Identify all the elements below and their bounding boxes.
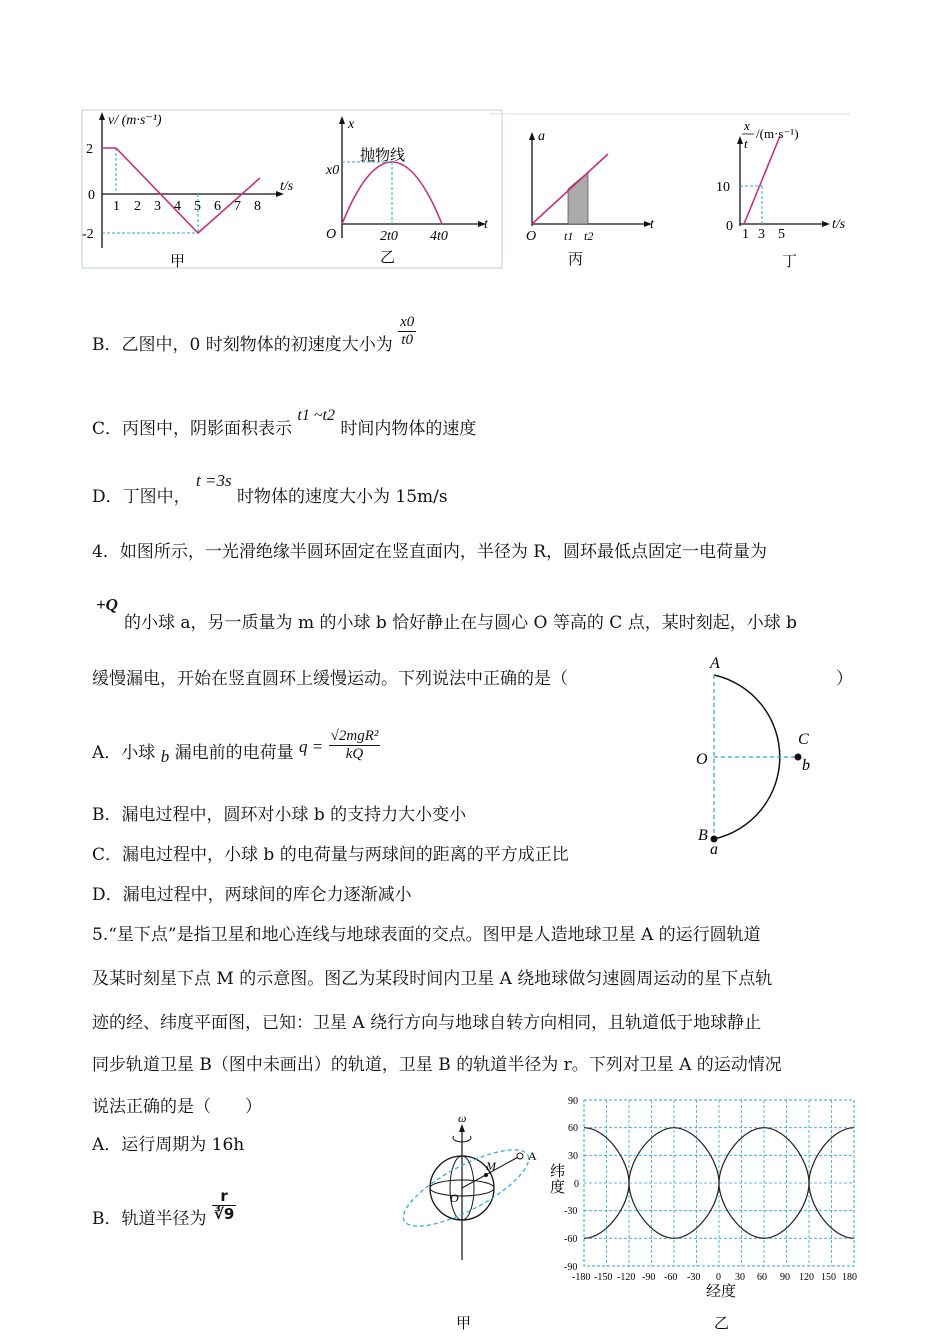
ding-xtick-0: 0 — [726, 219, 733, 234]
yi-xtick-m120: -120 — [617, 1272, 636, 1283]
q5-b-fraction — [212, 1188, 236, 1223]
yi-xtick-150: 150 — [821, 1272, 836, 1283]
yi-ytick-neg60: -60 — [564, 1234, 578, 1245]
jia-ytick-neg2: -2 — [82, 227, 94, 242]
q4-figure — [690, 650, 830, 860]
q3-b-fraction — [398, 314, 416, 349]
q3-b-text: B．乙图中，0 时刻物体的初速度大小为 — [92, 335, 393, 355]
yi-xtick-m180: -180 — [572, 1272, 591, 1283]
yi-xtick-30: 30 — [735, 1272, 745, 1283]
q3-c-prefix: C．丙图中，阴影面积表示 — [92, 419, 293, 439]
bing-origin: O — [526, 229, 537, 244]
bing-caption: 丙 — [568, 250, 584, 268]
jia-xtick-7: 7 — [234, 199, 241, 214]
q5-line3: 迹的经、纬度平面图，已知：卫星 A 绕行方向与地球自转方向相同，且轨道低于地球静止 — [92, 1013, 762, 1033]
fig-ding — [716, 118, 846, 270]
q4-line2: 的小球 a，另一质量为 m 的小球 b 恰好静止在与圆心 O 等高的 C 点，某时刻起，小球 b — [124, 613, 798, 633]
jia-x-label: t/s — [280, 179, 294, 194]
q4-a-prefix: A．小球 — [92, 743, 156, 763]
q5-yi-caption: 乙 — [714, 1314, 730, 1332]
q5-line5: 说法正确的是（ ） — [92, 1097, 262, 1117]
fig-yi — [325, 116, 489, 266]
q3-d-suffix: 时物体的速度大小为 15m/s — [237, 487, 448, 507]
jia-xtick-8: 8 — [254, 199, 261, 214]
yi-ytick-0: 0 — [574, 1179, 579, 1190]
yi-ytick-90: 90 — [568, 1096, 578, 1107]
q5-option-a: A．运行周期为 16h — [92, 1135, 245, 1155]
yi-xtick-120: 120 — [799, 1272, 814, 1283]
q5-yi-ylabel-1: 纬 — [550, 1162, 566, 1180]
q5-line1: 5.“星下点”是指卫星和地心连线与地球表面的交点。图甲是人造地球卫星 A 的运行圆轨道 — [92, 925, 761, 945]
yi-ytick: x0 — [326, 163, 340, 178]
q3-d-math: t =3s — [196, 471, 232, 490]
q5-yi-xlabel: 经度 — [706, 1282, 737, 1300]
q5-jia-A: A — [528, 1149, 537, 1163]
bing-xtick-t1: t1 — [564, 229, 574, 243]
q3-option-b — [92, 314, 416, 363]
q4-label-A: A — [710, 655, 720, 672]
yi-xtick-180: 180 — [842, 1272, 857, 1283]
q3-b-frac-num: x0 — [400, 314, 415, 330]
ding-xtick-5: 5 — [778, 227, 785, 242]
q5-figure-yi — [548, 1090, 878, 1336]
ding-xtick-1: 1 — [742, 227, 749, 242]
top-figures-svg — [80, 108, 860, 278]
q4-line1: 4．如图所示，一光滑绝缘半圆环固定在竖直面内，半径为 R，圆环最低点固定一电荷量为 — [92, 542, 768, 562]
bing-y-label: a — [538, 129, 545, 144]
q3-b-frac-den: t0 — [401, 332, 414, 348]
q5-jia-M: M — [486, 1159, 496, 1173]
q4-line3-end: ） — [836, 669, 853, 689]
q3-c-math: t1 ~t2 — [297, 407, 335, 424]
q4-a-mid: 漏电前的电荷量 — [174, 743, 294, 763]
q4-a-frac-den: kQ — [345, 746, 364, 762]
ding-ytick-10: 10 — [716, 180, 730, 195]
jia-xtick-3: 3 — [154, 199, 161, 214]
fig-bing — [526, 129, 655, 268]
q4-label-O: O — [696, 751, 708, 768]
q4-option-a — [92, 728, 380, 771]
yi-x-label: t — [484, 217, 488, 232]
q4-charge: +Q — [96, 595, 118, 614]
q4-a-fraction — [329, 728, 381, 763]
yi-ytick-neg90: -90 — [564, 1262, 578, 1273]
jia-xtick-1: 1 — [113, 199, 120, 214]
yi-ytick-neg30: -30 — [564, 1206, 578, 1217]
q4-a-lhs: q = — [299, 737, 324, 756]
q3-option-c — [92, 407, 477, 441]
q5-jia-omega: ω — [458, 1111, 467, 1125]
q5-jia-svg — [396, 1110, 546, 1332]
q4-line3: 缓慢漏电，开始在竖直圆环上缓慢运动。下列说法中正确的是（ — [92, 669, 568, 689]
jia-y-label: v/ (m·s⁻¹) — [108, 113, 162, 128]
q4-label-C: C — [798, 731, 809, 748]
yi-xtick-0: 0 — [716, 1272, 721, 1283]
jia-ytick-0: 0 — [88, 188, 95, 203]
fig-jia — [82, 112, 294, 270]
bing-xtick-t2: t2 — [584, 229, 594, 243]
q4-option-c: C．漏电过程中，小球 b 的电荷量与两球间的距离的平方成正比 — [92, 845, 569, 865]
q5-yi-yticks — [564, 1096, 579, 1273]
q5-b-frac-den: ∛9 — [213, 1205, 235, 1223]
jia-ytick-2: 2 — [86, 142, 93, 157]
ding-x-label: t/s — [832, 217, 846, 232]
top-figures — [80, 108, 860, 278]
q3-option-d — [92, 471, 448, 508]
yi-xtick-4t0: 4t0 — [430, 229, 448, 244]
jia-xtick-6: 6 — [214, 199, 221, 214]
ding-caption: 丁 — [782, 252, 798, 270]
ding-xtick-3: 3 — [758, 227, 765, 242]
yi-xtick-m150: -150 — [594, 1272, 613, 1283]
q4-option-b: B．漏电过程中，圆环对小球 b 的支持力大小变小 — [92, 805, 467, 825]
yi-xtick-60: 60 — [757, 1272, 767, 1283]
yi-origin: O — [326, 227, 337, 242]
q5-yi-svg — [548, 1090, 878, 1336]
q5-b-frac-num: r — [212, 1188, 236, 1206]
yi-curve-label: 抛物线 — [360, 146, 406, 164]
q5-line4: 同步轨道卫星 B（图中未画出）的轨道，卫星 B 的轨道半径为 r。下列对卫星 A 的运动情况 — [92, 1055, 782, 1075]
yi-xtick-2t0: 2t0 — [380, 229, 398, 244]
jia-xtick-5: 5 — [194, 199, 201, 214]
q3-d-prefix: D．丁图中， — [92, 487, 191, 507]
q5-line2: 及某时刻星下点 M 的示意图。图乙为某段时间内卫星 A 绕地球做匀速圆周运动的星下点轨 — [92, 969, 773, 989]
q4-a-b: b — [160, 747, 170, 766]
ding-y-num: x — [744, 118, 750, 133]
ding-y-den: t — [744, 136, 748, 151]
q4-option-d: D．漏电过程中，两球间的库仑力逐渐减小 — [92, 885, 412, 905]
q4-figure-svg — [690, 650, 830, 860]
q5-yi-ylabel-2: 度 — [550, 1178, 566, 1196]
yi-xtick-m90: -90 — [642, 1272, 656, 1283]
q4-label-a: a — [710, 841, 718, 858]
yi-xtick-90: 90 — [780, 1272, 790, 1283]
yi-ytick-30: 30 — [568, 1151, 578, 1162]
q4-label-B: B — [698, 827, 708, 844]
q5-b-prefix: B．轨道半径为 — [92, 1209, 207, 1229]
jia-xtick-4: 4 — [174, 199, 181, 214]
jia-xtick-2: 2 — [134, 199, 141, 214]
bing-x-label: t — [650, 217, 654, 232]
yi-xtick-m30: -30 — [687, 1272, 701, 1283]
q5-jia-caption: 甲 — [456, 1314, 472, 1332]
jia-caption: 甲 — [170, 252, 186, 270]
q5-jia-O: O — [450, 1191, 459, 1205]
yi-ytick-60: 60 — [568, 1123, 578, 1134]
q3-c-suffix: 时间内物体的速度 — [340, 419, 477, 439]
q5-option-b — [92, 1187, 236, 1237]
yi-xtick-m60: -60 — [664, 1272, 678, 1283]
q4-label-b: b — [802, 757, 810, 774]
ding-y-unit: /(m·s⁻¹) — [756, 126, 799, 141]
q4-a-frac-num: √2mgR² — [330, 728, 379, 744]
yi-y-label: x — [348, 117, 355, 132]
yi-caption: 乙 — [380, 248, 396, 266]
q5-figure-jia — [396, 1110, 546, 1332]
